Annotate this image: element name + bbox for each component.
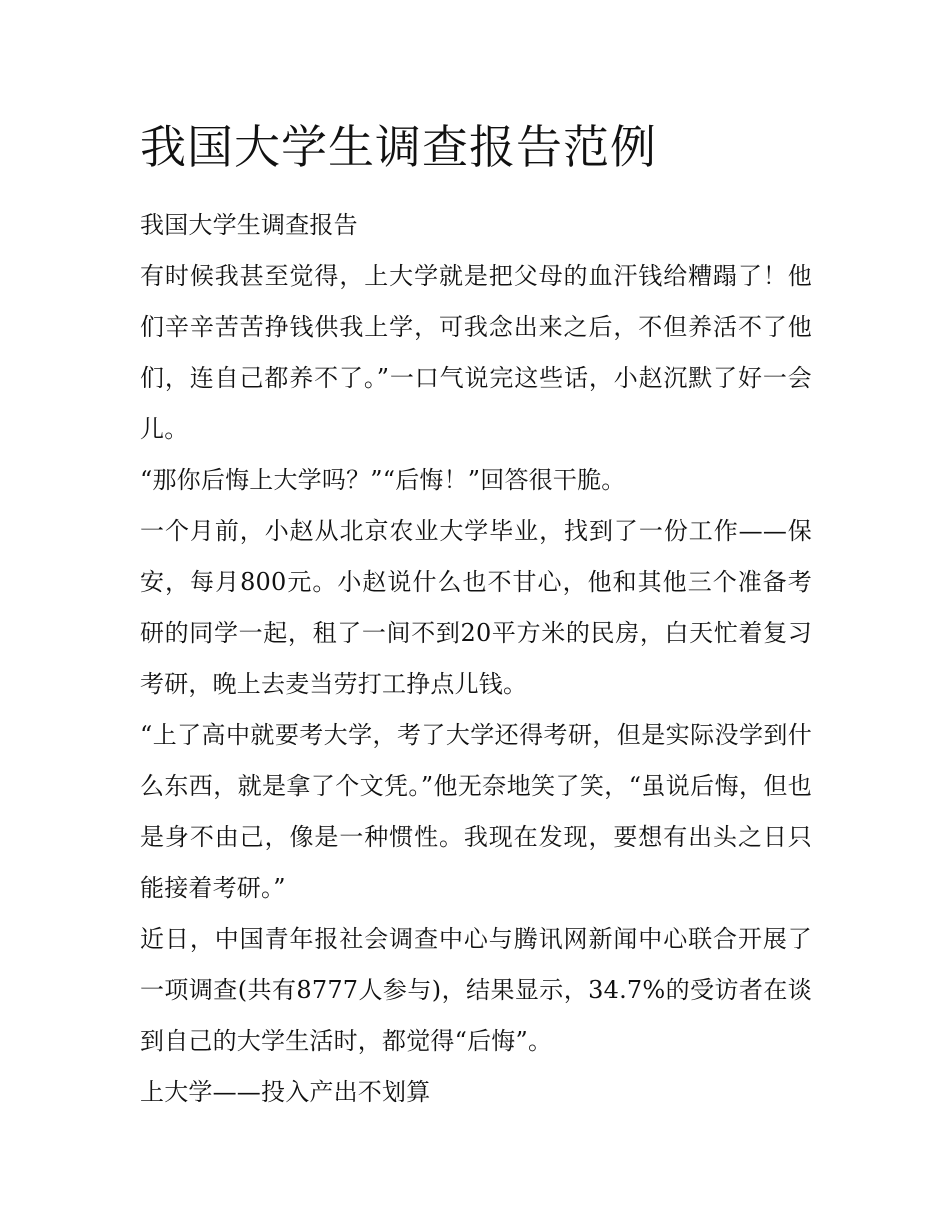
document-title: 我国大学生调查报告范例 bbox=[140, 120, 657, 174]
section-heading: 上大学——投入产出不划算 bbox=[140, 1078, 431, 1106]
document-subtitle: 我国大学生调查报告 bbox=[140, 211, 358, 239]
paragraph-5: 近日，中国青年报社会调查中心与腾讯网新闻中心联合开展了一项调查(共有8777人参与)，结果显示，34.7%的受访者在谈到自己的大学生活时，都觉得“后悔”。 bbox=[140, 925, 812, 1055]
paragraph-4: “上了高中就要考大学，考了大学还得考研，但是实际没学到什么东西，就是拿了个文凭。”他无奈地笑了笑，“虽说后悔，但也是身不由己，像是一种惯性。我现在发现，要想有出头之日只能接着考研。” bbox=[140, 721, 812, 902]
paragraph-1: 有时候我甚至觉得，上大学就是把父母的血汗钱给糟蹋了！他们辛辛苦苦挣钱供我上学，可我念出来之后，不但养活不了他们，连自己都养不了。”一口气说完这些话，小赵沉默了好一会儿。 bbox=[140, 262, 812, 443]
paragraph-2: “那你后悔上大学吗？”“后悔！”回答很干脆。 bbox=[140, 466, 626, 494]
paragraph-3: 一个月前，小赵从北京农业大学毕业，找到了一份工作——保安，每月800元。小赵说什么也不甘心，他和其他三个准备考研的同学一起，租了一间不到20平方米的民房，白天忙着复习考研，晚上去麦当劳打工挣点儿钱。 bbox=[140, 517, 812, 698]
document-page bbox=[140, 116, 812, 1118]
